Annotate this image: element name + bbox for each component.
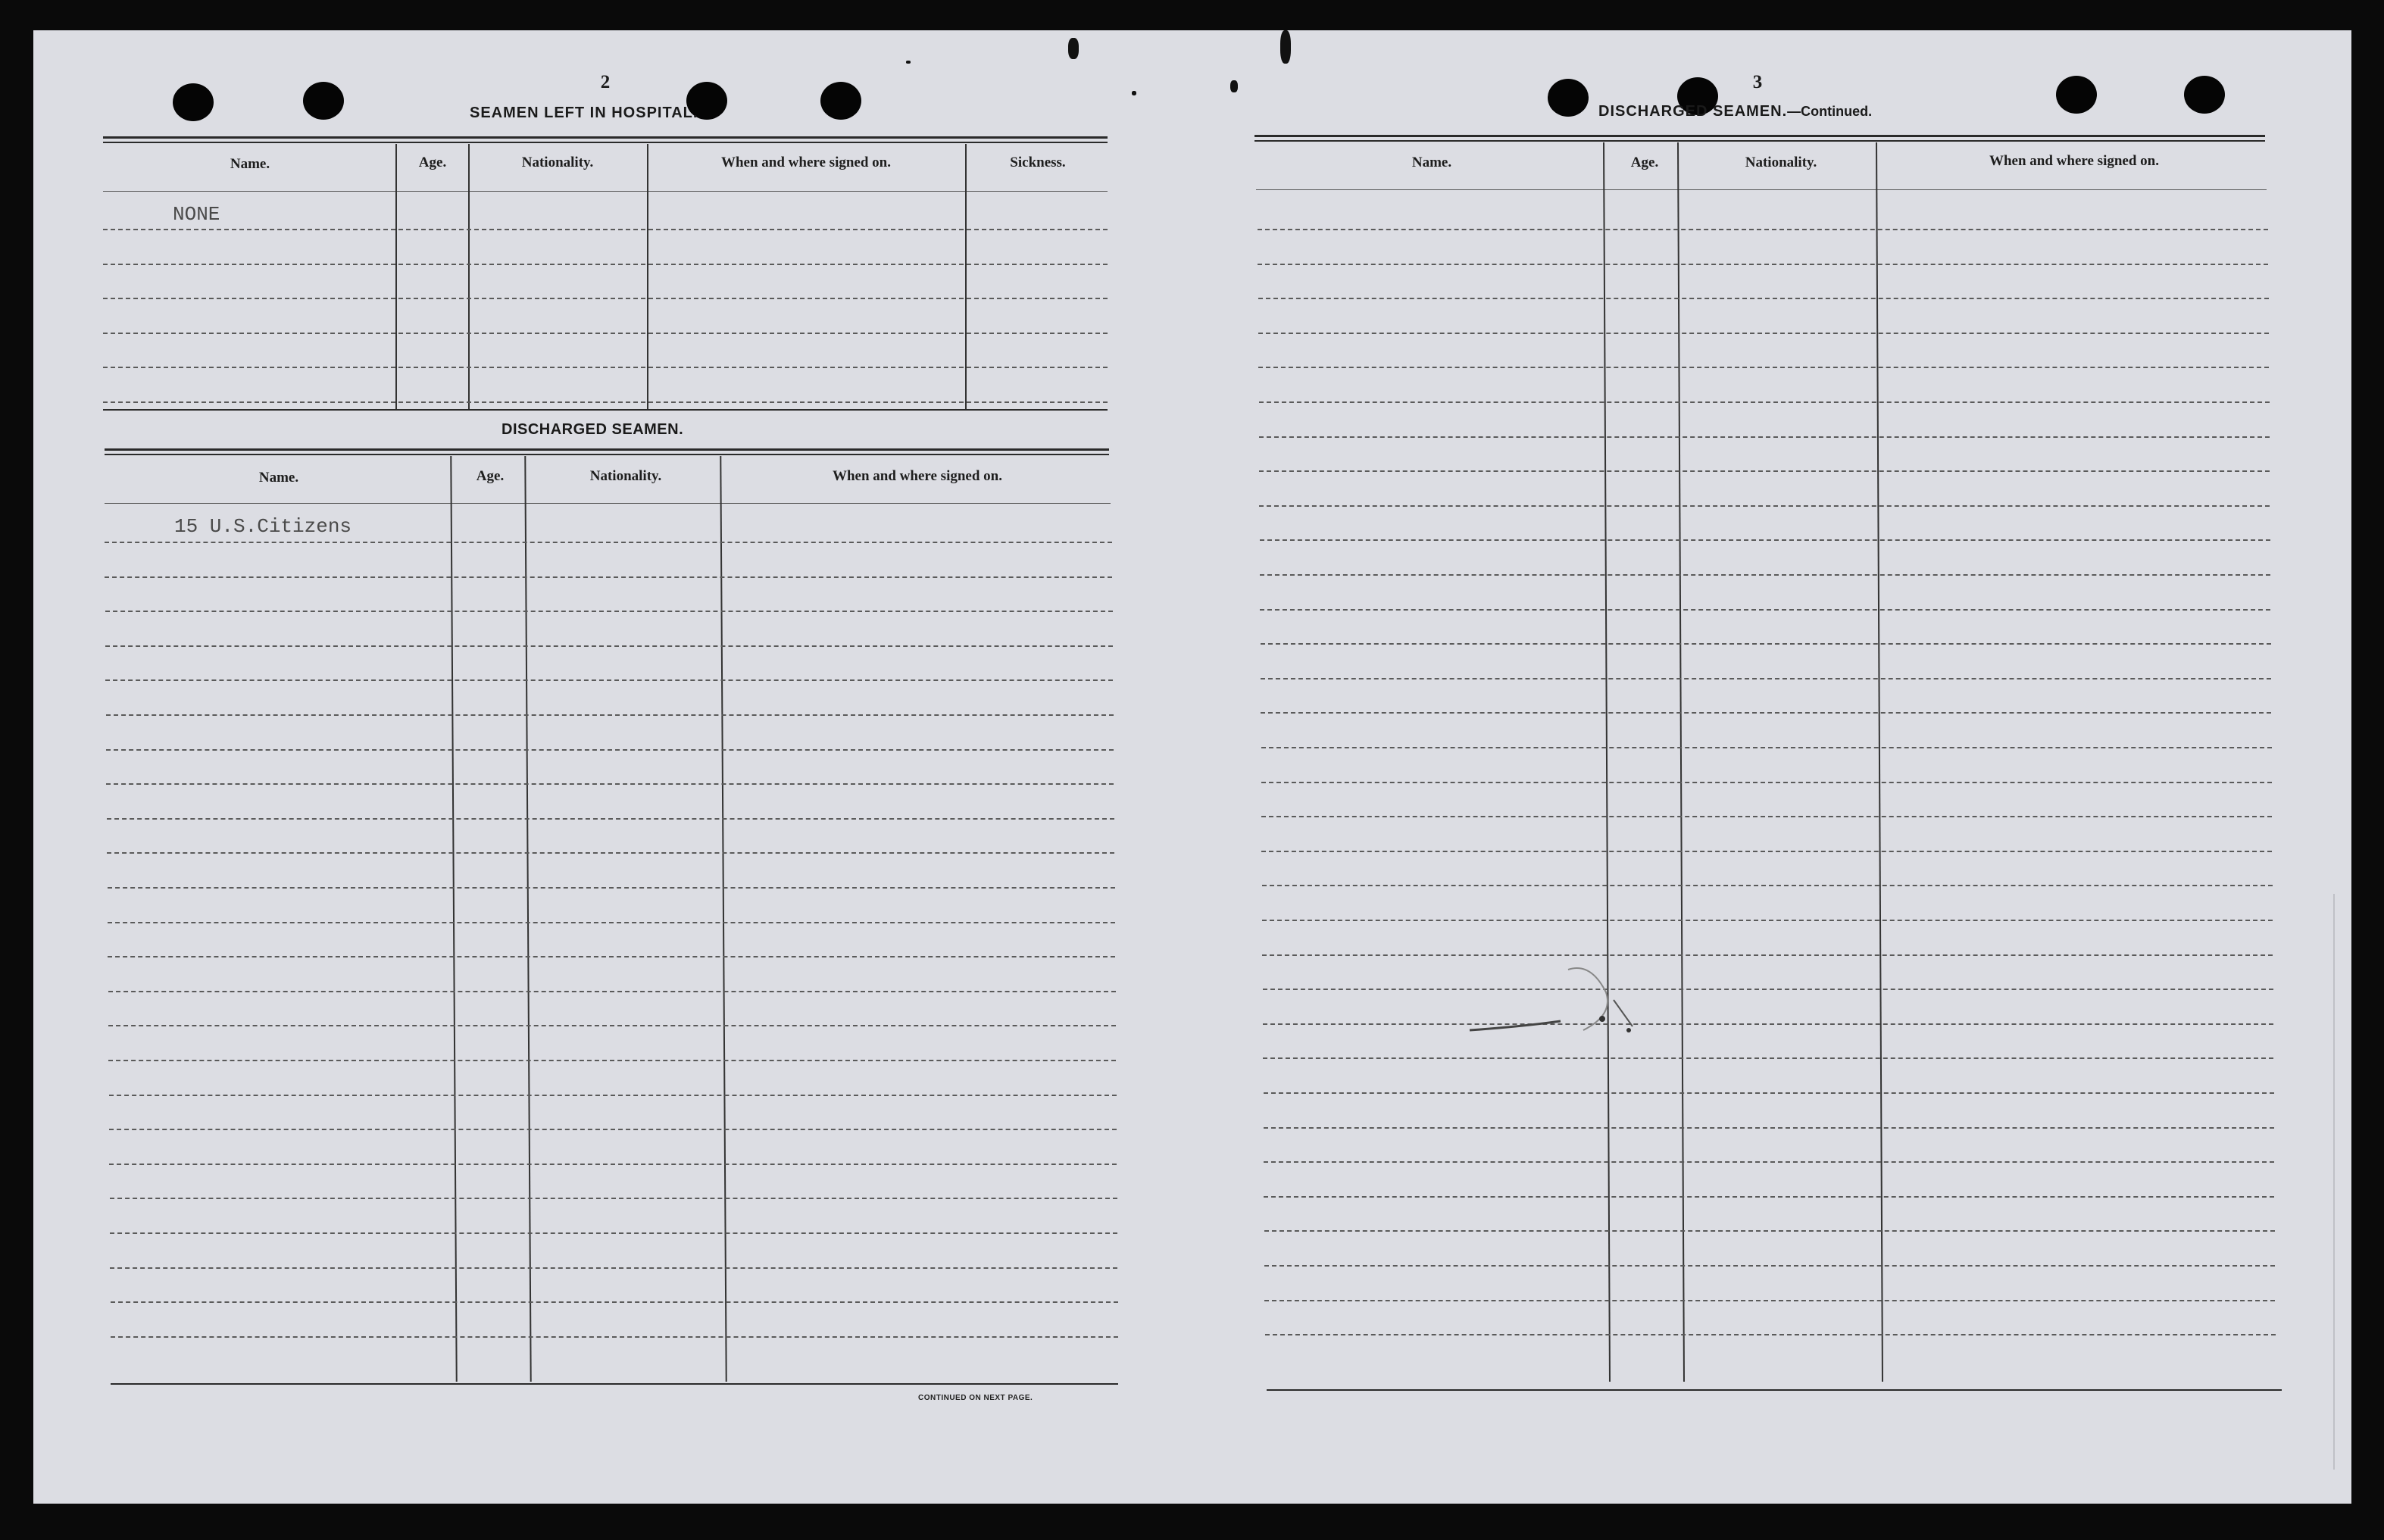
ruling-line: [1258, 264, 2268, 265]
column-divider: [965, 144, 967, 409]
ruling-line: [1265, 1334, 2276, 1335]
ruling-line: [103, 333, 1108, 334]
ruling-line: [108, 887, 1115, 889]
title-suffix: —Continued.: [1787, 104, 1873, 119]
ruling-line: [103, 401, 1108, 403]
ruling-line: [106, 783, 1114, 785]
section-rule: [105, 454, 1109, 455]
ruling-line: [1259, 470, 2270, 472]
ruling-line: [1261, 816, 2272, 817]
ruling-line: [1264, 1265, 2275, 1267]
ruling-line: [111, 1301, 1118, 1303]
top-rule: [1254, 140, 2265, 142]
top-rule: [1254, 135, 2265, 137]
column-header-age: Age.: [476, 468, 505, 484]
ruling-line: [109, 1129, 1117, 1130]
ruling-line: [1264, 1196, 2274, 1198]
ruling-line: [1264, 1300, 2275, 1301]
ruling-line: [107, 852, 1114, 854]
punch-hole: [2056, 76, 2097, 114]
ruling-line: [1260, 574, 2270, 576]
page-number: 3: [1752, 72, 1763, 92]
ruling-line: [1262, 954, 2273, 956]
ruling-line: [1262, 885, 2273, 886]
ruling-line: [110, 1198, 1117, 1199]
ruling-line: [105, 576, 1112, 578]
punch-hole: [303, 82, 344, 120]
ink-speck: [1068, 38, 1079, 59]
discharged-entry: 15 U.S.Citizens: [174, 515, 352, 538]
faint-stamp-mark: [1462, 947, 1682, 1045]
column-header-name: Name.: [258, 470, 299, 486]
column-divider: [395, 144, 397, 409]
ruling-line: [108, 956, 1115, 957]
ruling-line: [105, 645, 1113, 647]
ruling-line: [103, 264, 1108, 265]
ruling-line: [1263, 989, 2273, 990]
ruling-line: [1259, 436, 2270, 438]
ruling-line: [1261, 782, 2272, 783]
ruling-line: [1261, 712, 2271, 714]
punch-hole: [820, 82, 861, 120]
ink-speck: [906, 61, 911, 64]
ruling-line: [1261, 747, 2272, 748]
discharged-section-title: DISCHARGED SEAMEN.: [501, 421, 684, 438]
ruling-line: [1261, 851, 2272, 852]
column-header-signed-on: When and where signed on.: [720, 155, 891, 170]
ruling-line: [110, 1232, 1117, 1234]
ruling-line: [1259, 505, 2270, 507]
column-header-age: Age.: [1630, 155, 1659, 170]
paper-edge-crease: [2333, 894, 2335, 1470]
top-rule: [103, 142, 1108, 143]
ruling-line: [1260, 609, 2270, 611]
ruling-line: [1263, 1057, 2273, 1059]
page-number: 2: [600, 72, 611, 92]
hospital-entry: NONE: [173, 203, 220, 226]
continued-note: CONTINUED ON NEXT PAGE.: [918, 1394, 1033, 1402]
punch-hole: [1548, 79, 1589, 117]
ruling-line: [1264, 1127, 2274, 1129]
ruling-line: [1260, 539, 2270, 541]
column-header-nationality: Nationality.: [521, 155, 594, 170]
section-rule: [103, 409, 1108, 411]
ruling-line: [1262, 920, 2273, 921]
ruling-line: [108, 1060, 1116, 1061]
ink-speck: [1132, 91, 1136, 95]
ruling-line: [111, 1336, 1118, 1338]
ruling-line: [105, 542, 1112, 543]
punch-hole: [173, 83, 214, 121]
ruling-line: [106, 714, 1114, 716]
bottom-rule: [111, 1383, 1118, 1385]
ruling-line: [109, 1164, 1117, 1165]
ruling-line: [1258, 367, 2269, 368]
ruling-line: [1263, 1023, 2273, 1025]
ruling-line: [1258, 298, 2269, 299]
column-header-name: Name.: [230, 156, 270, 172]
column-header-sickness: Sickness.: [1010, 155, 1066, 170]
document-sheet: [33, 30, 2351, 1504]
top-rule: [103, 136, 1108, 139]
column-header-name: Name.: [1411, 155, 1452, 170]
title-text: DISCHARGED SEAMEN.: [1598, 103, 1788, 120]
column-header-nationality: Nationality.: [1745, 155, 1817, 170]
ruling-line: [1258, 333, 2269, 334]
ruling-line: [1261, 678, 2271, 679]
ruling-line: [1264, 1161, 2274, 1163]
ruling-line: [1261, 643, 2271, 645]
discharged-continued-title: [1598, 103, 1872, 120]
ruling-line: [105, 611, 1113, 612]
header-underline: [1256, 189, 2267, 190]
ink-speck: [1280, 30, 1291, 64]
column-header-signed-on: When and where signed on.: [832, 468, 1002, 484]
column-divider: [468, 144, 470, 409]
ruling-line: [107, 818, 1114, 820]
hospital-section-title: SEAMEN LEFT IN HOSPITAL.: [470, 105, 698, 121]
ruling-line: [103, 298, 1108, 299]
punch-hole: [2184, 76, 2225, 114]
bottom-rule: [1267, 1389, 2282, 1391]
ruling-line: [103, 229, 1108, 230]
column-header-nationality: Nationality.: [589, 468, 662, 484]
ink-speck: [1230, 80, 1238, 92]
ruling-line: [109, 1095, 1117, 1096]
ruling-line: [1264, 1230, 2275, 1232]
ruling-line: [1259, 401, 2270, 403]
ruling-line: [1258, 229, 2268, 230]
ruling-line: [105, 679, 1113, 681]
ruling-line: [103, 367, 1108, 368]
ruling-line: [110, 1267, 1117, 1269]
column-header-age: Age.: [418, 155, 447, 170]
header-underline: [103, 191, 1108, 192]
ruling-line: [108, 922, 1115, 923]
column-header-signed-on: When and where signed on.: [1989, 153, 2159, 169]
column-divider: [647, 144, 648, 409]
ruling-line: [108, 991, 1116, 992]
ruling-line: [1264, 1092, 2274, 1094]
ruling-line: [106, 749, 1114, 751]
section-rule: [105, 448, 1109, 451]
ruling-line: [108, 1025, 1116, 1026]
header-underline: [105, 503, 1111, 504]
